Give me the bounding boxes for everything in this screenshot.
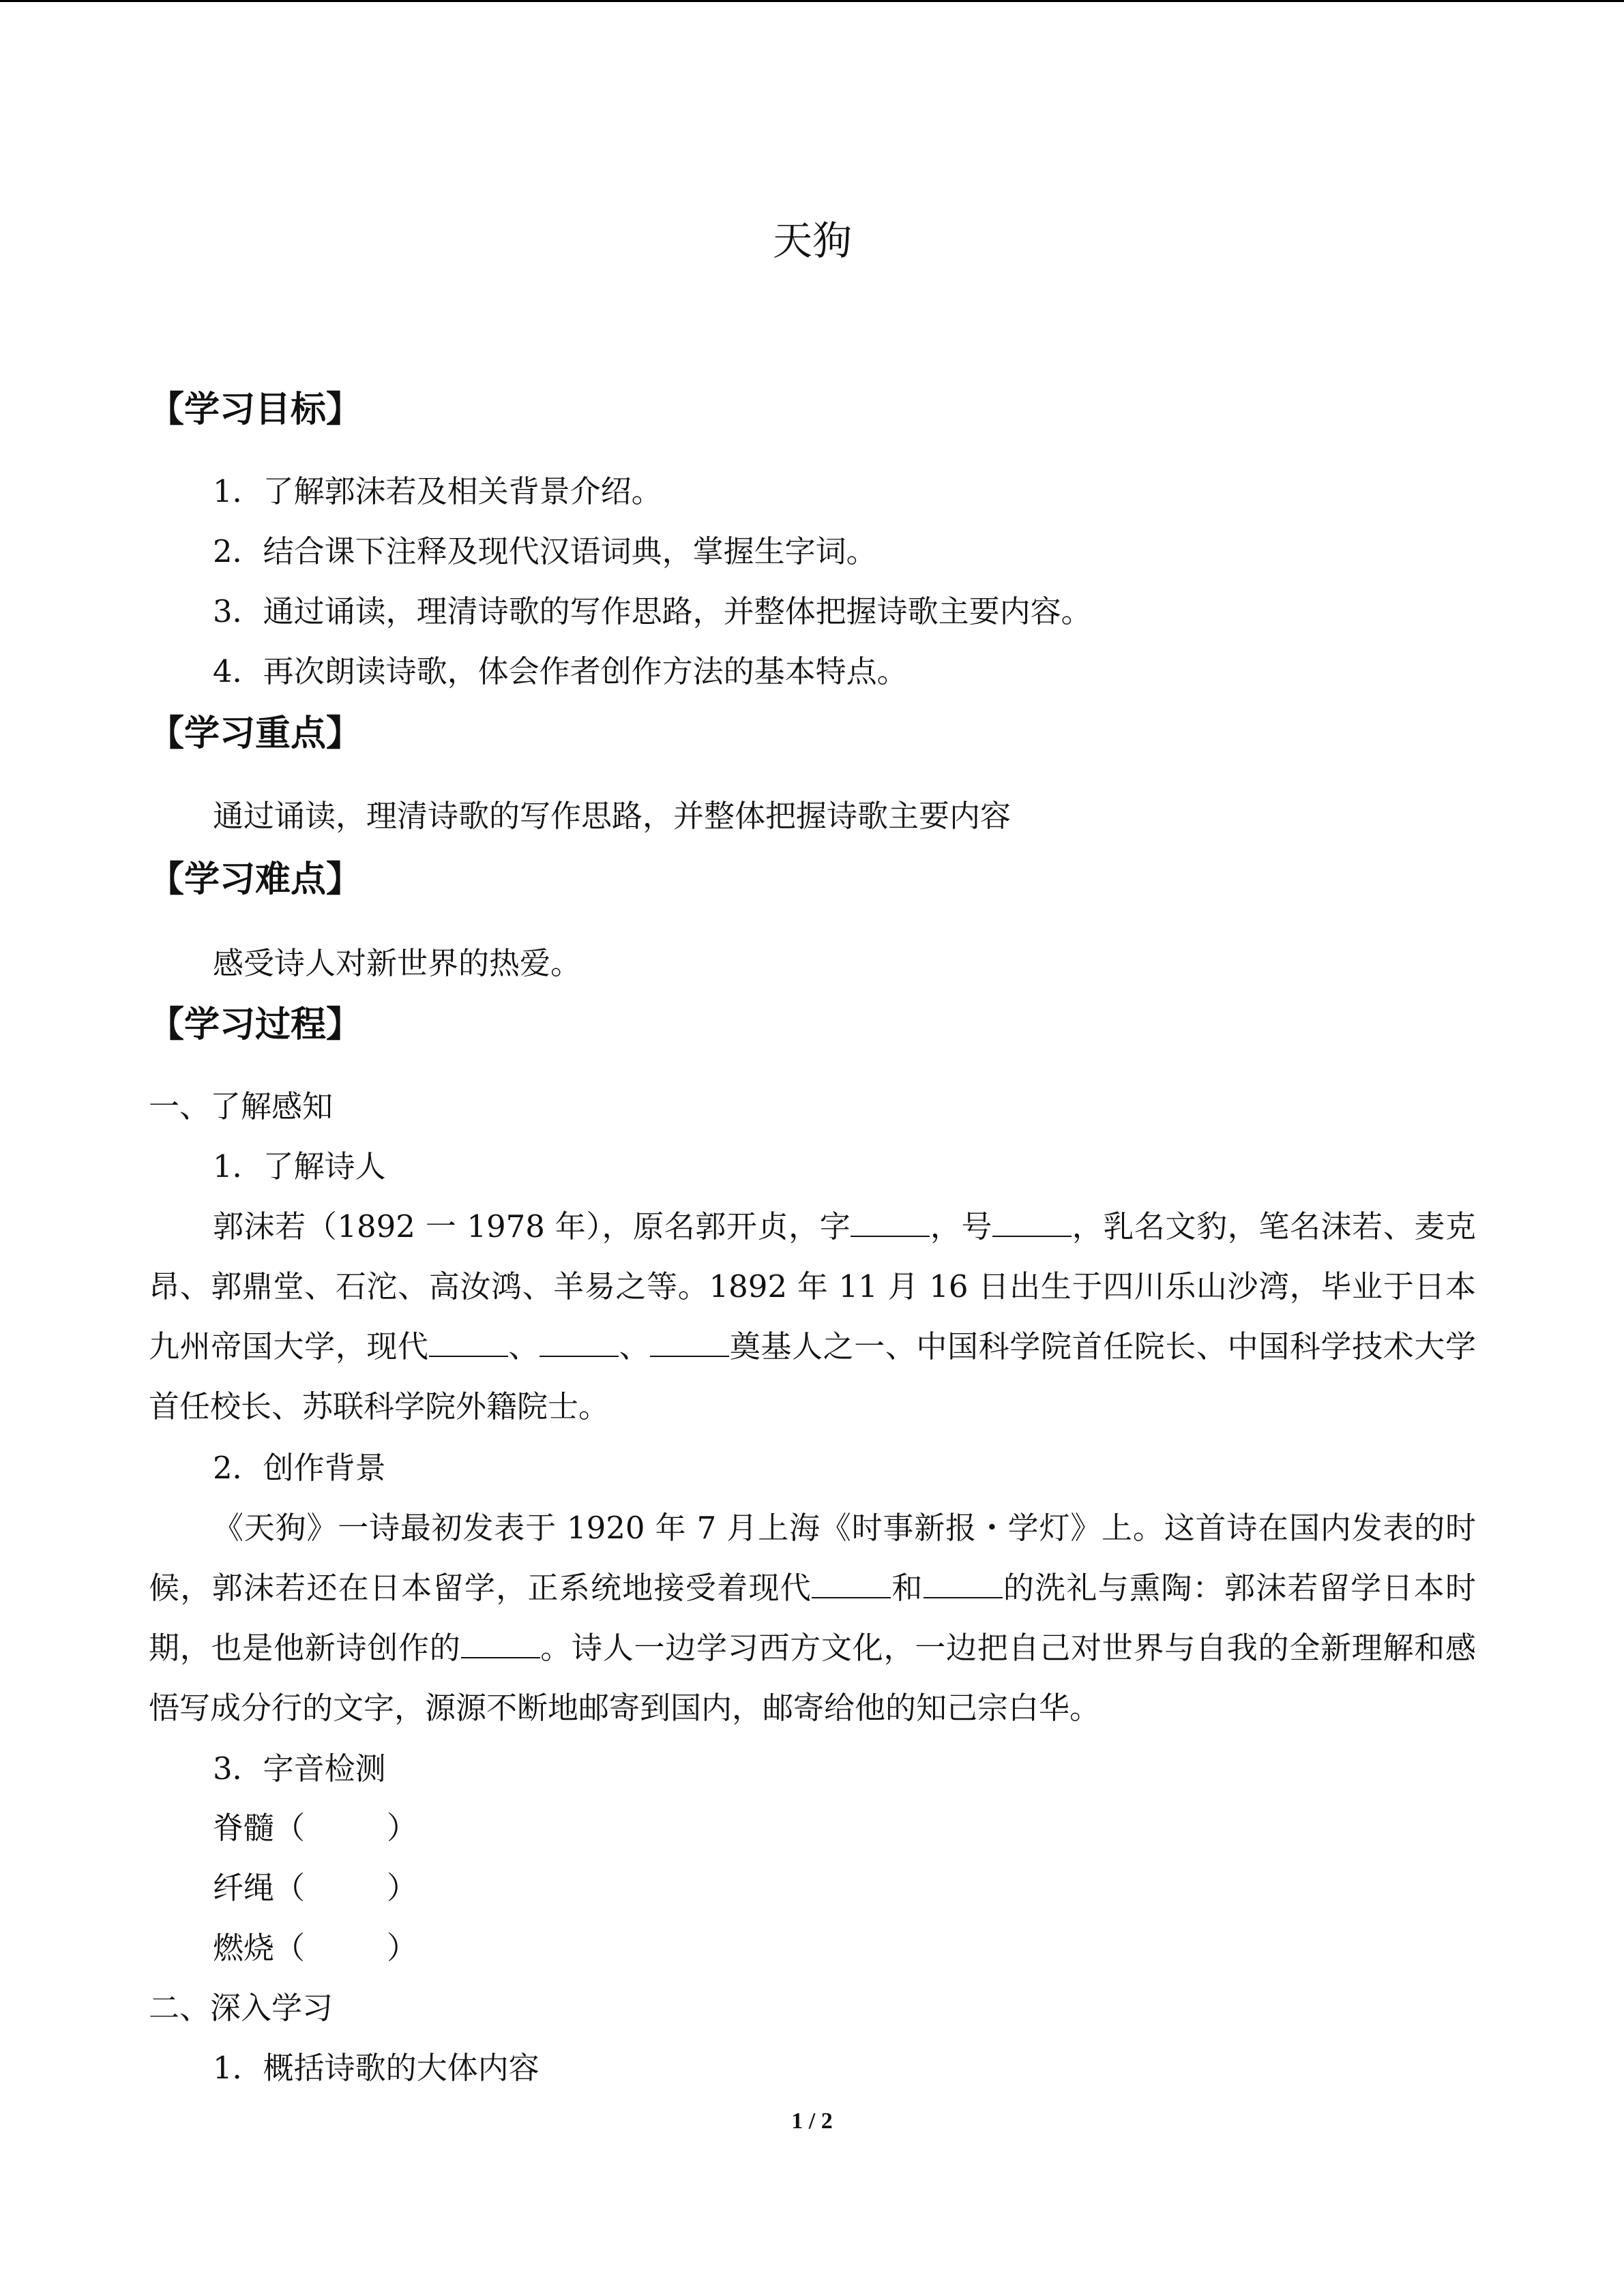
poet-text-6: 奠基人之一、中国科学院首任院长、中国科学技术大学首任校长、苏联科学院外籍院士。 xyxy=(149,1328,1476,1425)
blank-influence-1[interactable] xyxy=(812,1570,891,1598)
part1-sub1: 1．了解诗人 xyxy=(213,1148,386,1184)
part1-title: 一、了解感知 xyxy=(149,1088,334,1124)
pronunciation-close-3: ） xyxy=(387,1930,418,1966)
background-paragraph xyxy=(149,1498,1476,1738)
top-border-line xyxy=(0,0,1624,2)
blank-creation-period[interactable] xyxy=(461,1630,540,1658)
pronunciation-item-3 xyxy=(213,1928,417,1969)
blank-courtesy-name[interactable] xyxy=(851,1208,930,1237)
poet-text-5: 、 xyxy=(618,1328,651,1365)
background-text-3: 的洗礼与熏陶：郭沫若留学日本时期，也是他新诗创作的 xyxy=(149,1570,1476,1666)
page-title: 天狗 xyxy=(772,218,852,264)
blank-field-3[interactable] xyxy=(650,1328,729,1357)
blank-influence-2[interactable] xyxy=(924,1570,1003,1598)
poet-intro-paragraph xyxy=(149,1197,1476,1437)
blank-field-1[interactable] xyxy=(429,1328,508,1357)
part2-sub1: 1．概括诗歌的大体内容 xyxy=(213,2050,540,2086)
pronunciation-word-1: 脊髓（ xyxy=(213,1810,306,1846)
part1-sub2: 2．创作背景 xyxy=(213,1450,386,1486)
pronunciation-close-2: ） xyxy=(387,1870,418,1906)
focus-text: 通过诵读，理清诗歌的写作思路，并整体把握诗歌主要内容 xyxy=(213,798,1012,834)
goal-item-1: 1．了解郭沫若及相关背景介绍。 xyxy=(213,473,662,509)
pronunciation-close-1: ） xyxy=(387,1810,418,1846)
blank-field-2[interactable] xyxy=(540,1328,619,1357)
focus-heading: 【学习重点】 xyxy=(149,713,362,754)
goal-item-3: 3．通过诵读，理清诗歌的写作思路，并整体把握诗歌主要内容。 xyxy=(213,593,1092,629)
difficulty-heading: 【学习难点】 xyxy=(149,859,362,900)
pronunciation-item-1 xyxy=(213,1808,417,1849)
part2-title: 二、深入学习 xyxy=(149,1990,334,2026)
pronunciation-word-3: 燃烧（ xyxy=(213,1930,306,1966)
poet-text-3: ，乳名文豹，笔名沫若、麦克昂、郭鼎堂、石沱、高汝鸿、羊易之等。1892 年 11 月 16 日出生于四川乐山沙湾，毕业于日本九州帝国大学，现代 xyxy=(149,1208,1476,1365)
blank-pen-name[interactable] xyxy=(992,1208,1072,1237)
page-number: 1 / 2 xyxy=(791,2108,833,2134)
difficulty-text: 感受诗人对新世界的热爱。 xyxy=(213,945,582,981)
goal-item-2: 2．结合课下注释及现代汉语词典，掌握生字词。 xyxy=(213,533,877,569)
pronunciation-item-2 xyxy=(213,1868,417,1909)
process-heading: 【学习过程】 xyxy=(149,1004,362,1045)
pronunciation-word-2: 纤绳（ xyxy=(213,1870,306,1906)
part1-sub3: 3．字音检测 xyxy=(213,1750,386,1787)
background-text-1: 《天狗》一诗最初发表于 1920 年 7 月上海《时事新报・学灯》上。这首诗在国内发表的时候，郭沫若还在日本留学，正系统地接受着现代 xyxy=(149,1510,1476,1606)
poet-text-2: ，号 xyxy=(930,1208,993,1244)
goals-heading: 【学习目标】 xyxy=(149,389,362,430)
goal-item-4: 4．再次朗读诗歌，体会作者创作方法的基本特点。 xyxy=(213,653,908,689)
poet-text-1: 郭沫若（1892 一 1978 年），原名郭开贞，字 xyxy=(213,1208,851,1244)
poet-text-4: 、 xyxy=(507,1328,540,1365)
background-text-4: 。诗人一边学习西方文化，一边把自己对世界与自我的全新理解和感悟写成分行的文字，源源不断地邮寄到国内，邮寄给他的知己宗白华。 xyxy=(149,1630,1476,1726)
background-text-2: 和 xyxy=(891,1570,924,1606)
